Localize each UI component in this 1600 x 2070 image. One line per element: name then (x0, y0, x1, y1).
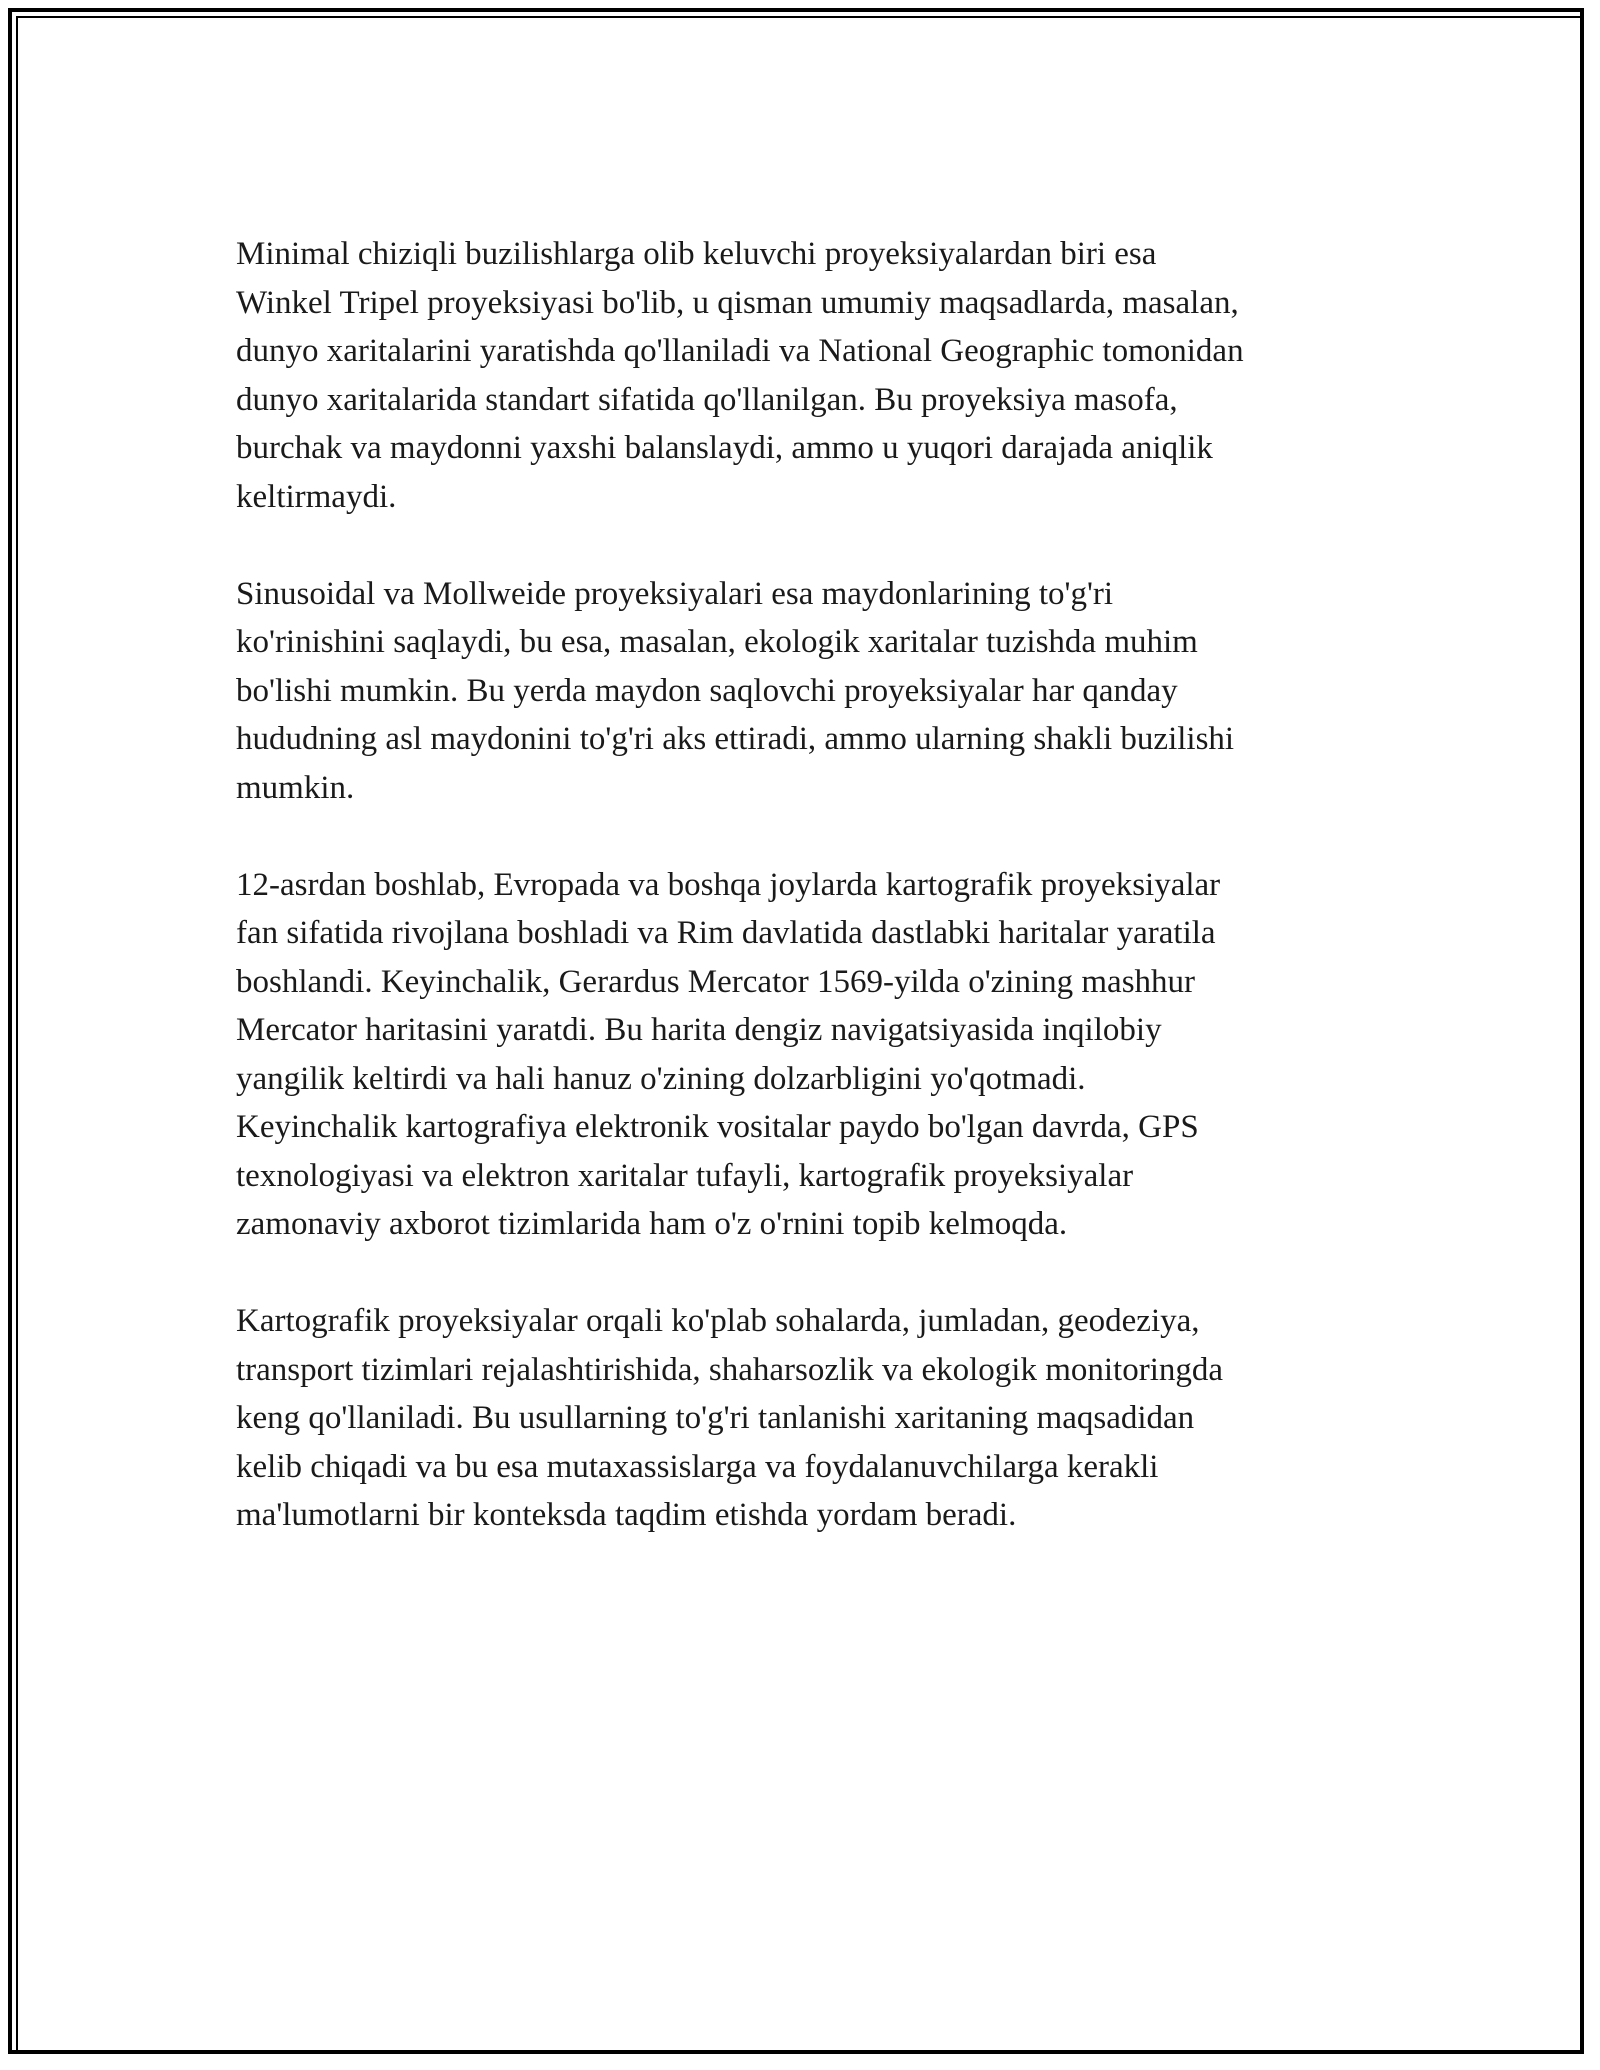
paragraph-3: 12-asrdan boshlab, Evropada va boshqa joylarda kartografik proyeksiyalar fan sifatida rivojlana boshladi va Rim davlatida dastlabki haritalar yaratila boshlandi. Keyinchalik, Gerardus Mercator 1569-yilda o'zining mashhur Mercator haritasini yaratdi. Bu harita dengiz navigatsiyasida inqilobiy yangilik keltirdi va hali hanuz o'zining dolzarbligini yo'qotmadi. Keyinchalik kartografiya elektronik vositalar paydo bo'lgan davrda, GPS texnologiyasi va elektron xaritalar tufayli, kartografik proyeksiyalar zamonaviy axborot tizimlarida ham o'z o'rnini topib kelmoqda. (236, 866, 1221, 1242)
paragraph-1: Minimal chiziqli buzilishlarga olib keluvchi proyeksiyalardan biri esa Winkel Tripel proyeksiyasi bo'lib, u qisman umumiy maqsadlarda, masalan, dunyo xaritalarini yaratishda qo'llaniladi va National Geographic tomonidan dunyo xaritalarida standart sifatida qo'llanilgan. Bu proyeksiya masofa, burchak va maydonni yaxshi balanslaydi, ammo u yuqori darajada aniqlik keltirmaydi. (236, 236, 1244, 515)
paragraph-4: Kartografik proyeksiyalar orqali ko'plab sohalarda, jumladan, geodeziya, transport tizimlari rejalashtirishida, shaharsozlik va ekologik monitoringda keng qo'llaniladi. Bu usullarning to'g'ri tanlanishi xaritaning maqsadidan kelib chiqadi va bu esa mutaxassislarga va foydalanuvchilarga kerakli ma'lumotlarni bir konteksda taqdim etishda yordam beradi. (236, 1303, 1224, 1533)
document-body (236, 230, 1366, 1588)
paragraph-2: Sinusoidal va Mollweide proyeksiyalari esa maydonlarining to'g'ri ko'rinishini saqlaydi, bu esa, masalan, ekologik xaritalar tuzishda muhim bo'lishi mumkin. Bu yerda maydon saqlovchi proyeksiyalar har qanday hududning asl maydonini to'g'ri aks ettiradi, ammo ularning shakli buzilishi mumkin. (236, 575, 1235, 806)
